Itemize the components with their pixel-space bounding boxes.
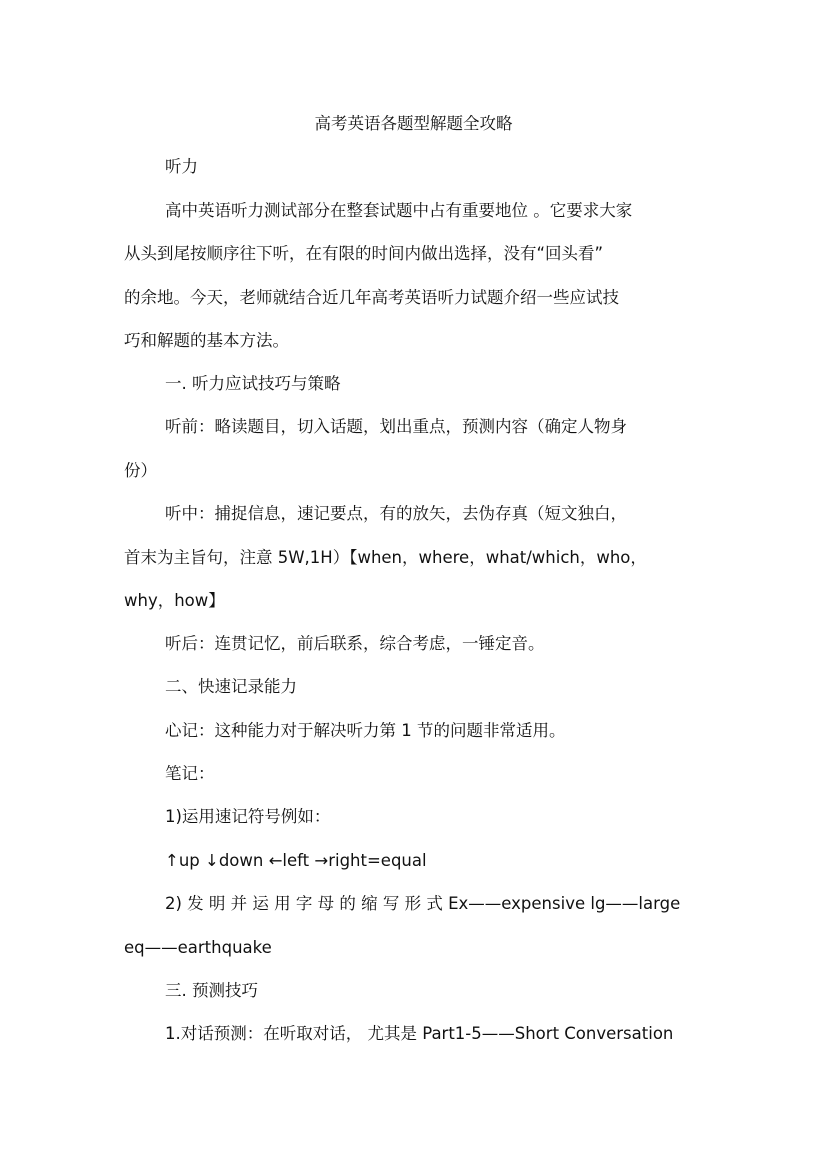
section-heading: 三. 预测技巧: [165, 981, 258, 1000]
paragraph-line: 份）: [124, 461, 157, 480]
shorthand-symbols-line: ↑up ↓down ←left →right=equal: [165, 851, 427, 870]
paragraph-line: 的余地。今天，老师就结合近几年高考英语听力试题介绍一些应试技: [124, 288, 619, 307]
paragraph-line: 心记：这种能力对于解决听力第 1 节的问题非常适用。: [165, 721, 566, 740]
paragraph-line: 1.对话预测：在听取对话， 尤其是 Part1-5——Short Conversation: [165, 1024, 674, 1043]
paragraph-line: 笔记：: [165, 764, 215, 783]
section-heading: 二、快速记录能力: [165, 677, 297, 696]
paragraph-line: 2) 发 明 并 运 用 字 母 的 缩 写 形 式 Ex——expensive lg——large: [165, 894, 681, 913]
paragraph-line: 首末为主旨句，注意 5W,1H）【when，where，what/which，who，: [124, 548, 647, 567]
paragraph-line: 1)运用速记符号例如：: [165, 807, 331, 826]
paragraph-line: eq——earthquake: [124, 938, 272, 957]
paragraph-line: 听后：连贯记忆，前后联系，综合考虑，一锤定音。: [165, 634, 545, 653]
paragraph-line: 听中：捕捉信息，速记要点，有的放矢，去伪存真（短文独白，: [165, 504, 627, 523]
paragraph-line: 巧和解题的基本方法。: [124, 331, 289, 350]
paragraph-line: 从头到尾按顺序往下听，在有限的时间内做出选择，没有“回头看”: [124, 244, 604, 263]
paragraph-line: why，how】: [124, 591, 225, 610]
section-heading: 一. 听力应试技巧与策略: [165, 374, 341, 393]
section-heading-listening: 听力: [165, 157, 198, 176]
document-title: 高考英语各题型解题全攻略: [314, 114, 513, 133]
paragraph-line: 听前：略读题目，切入话题，划出重点，预测内容（确定人物身: [165, 417, 627, 436]
paragraph-line: 高中英语听力测试部分在整套试题中占有重要地位 。它要求大家: [165, 201, 633, 220]
